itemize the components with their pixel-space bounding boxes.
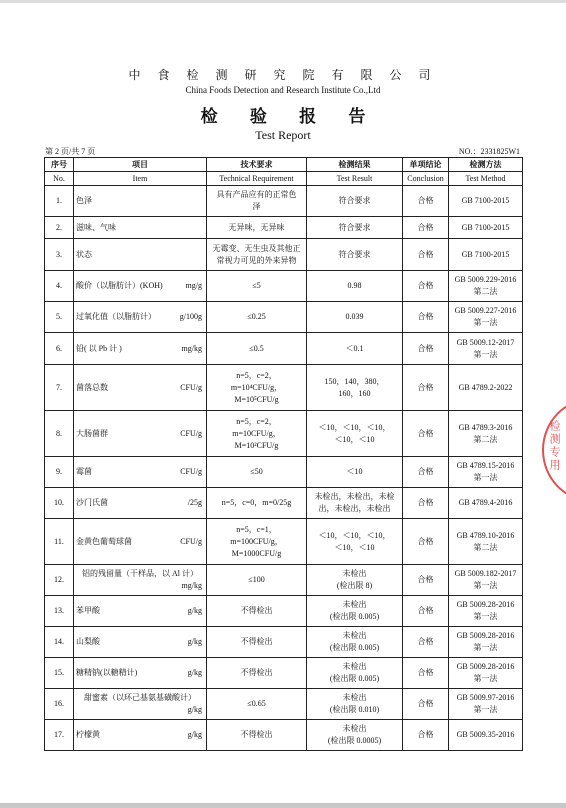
item-unit: g/kg: [187, 730, 202, 739]
item-name: 山梨酸: [76, 637, 100, 646]
org-name-en: China Foods Detection and Research Institute Co.,Ltd: [185, 85, 381, 95]
org-name-cn: 中 食 检 测 研 究 院 有 限 公 司: [128, 68, 438, 82]
cell-method: GB 5009.182-2017 第一法: [449, 565, 523, 596]
report-number: NO.：2331825W1: [458, 147, 520, 156]
item-unit: g/kg: [187, 606, 202, 615]
cell-item: [74, 488, 207, 519]
cell-no: 2.: [45, 217, 74, 239]
col-header-item-en: Item: [74, 172, 207, 186]
cell-requirement: n=5，c=1， m=100CFU/g， M=1000CFU/g: [207, 519, 307, 565]
table-row: [45, 271, 523, 302]
cell-requirement: ≤50: [207, 457, 307, 488]
cell-result: 150，140，380， 160，160: [307, 365, 403, 411]
cell-item: [74, 302, 207, 333]
cell-item: [74, 689, 207, 720]
page-bottom-edge: [0, 803, 566, 808]
col-header-requirement-cn: 技术要求: [207, 158, 307, 172]
cell-result: 未检出 (检出限 0.010): [307, 689, 403, 720]
cell-conclusion: 合格: [403, 302, 449, 333]
col-header-no-en: No.: [45, 172, 74, 186]
cell-method: GB 4789.4-2016: [449, 488, 523, 519]
item-name: 沙门氏菌: [76, 498, 108, 507]
cell-requirement: 不得检出: [207, 658, 307, 689]
item-name: 铅( 以 Pb 计 ): [76, 343, 122, 353]
cell-item: [74, 186, 207, 217]
table-row: [45, 457, 523, 488]
item-name: 糖精钠(以糖精计): [76, 668, 138, 677]
table-row: [45, 565, 523, 596]
table-row: [45, 217, 523, 239]
cell-no: 13.: [45, 596, 74, 627]
table-row: [45, 658, 523, 689]
cell-requirement: n=5，c=0，m=0/25g: [207, 488, 307, 519]
report-header: [0, 66, 566, 143]
col-header-conclusion-en: Conclusion: [403, 172, 449, 186]
header-row-en: [45, 172, 523, 186]
cell-item: [74, 239, 207, 271]
cell-method: GB 7100-2015: [449, 186, 523, 217]
cell-method: GB 5009.28-2016 第一法: [449, 596, 523, 627]
cell-conclusion: 合格: [403, 596, 449, 627]
cell-item: [74, 658, 207, 689]
item-unit: g/kg: [187, 705, 202, 714]
cell-item: [74, 271, 207, 302]
cell-no: 16.: [45, 689, 74, 720]
cell-method: GB 5009.97-2016 第一法: [449, 689, 523, 720]
item-name: 金黄色葡萄球菌: [76, 536, 132, 546]
cell-requirement: ≤0.65: [207, 689, 307, 720]
page-indicator: 第 2 页/共 7 页: [45, 147, 96, 156]
cell-conclusion: 合格: [403, 627, 449, 658]
header-row-cn: [45, 158, 523, 172]
table-row: [45, 488, 523, 519]
cell-item: [74, 565, 207, 596]
cell-method: GB 4789.3-2016 第二法: [449, 411, 523, 457]
cell-method: GB 4789.2-2022: [449, 365, 523, 411]
item-name: 状态: [76, 249, 92, 259]
cell-no: 17.: [45, 720, 74, 751]
cell-method: GB 7100-2015: [449, 217, 523, 239]
table-row: [45, 411, 523, 457]
cell-no: 10.: [45, 488, 74, 519]
table-row: [45, 627, 523, 658]
item-name: 甜蜜素（以环己基氨基磺酸计）: [84, 693, 196, 702]
cell-method: GB 5009.28-2016 第一法: [449, 658, 523, 689]
cell-item: [74, 457, 207, 488]
cell-requirement: 不得检出: [207, 720, 307, 751]
table-row: [45, 333, 523, 365]
cell-method: GB 4789.15-2016 第一法: [449, 457, 523, 488]
cell-item: [74, 217, 207, 239]
cell-no: 15.: [45, 658, 74, 689]
cell-conclusion: 合格: [403, 365, 449, 411]
cell-item: [74, 519, 207, 565]
table-row: [45, 596, 523, 627]
cell-result: 符合要求: [307, 186, 403, 217]
table-row: [45, 186, 523, 217]
cell-item: [74, 627, 207, 658]
col-header-method-cn: 检测方法: [449, 158, 523, 172]
table-row: [45, 720, 523, 751]
cell-requirement: ≤100: [207, 565, 307, 596]
cell-result: 未检出 (检出限 8): [307, 565, 403, 596]
cell-requirement: ≤5: [207, 271, 307, 302]
cell-no: 7.: [45, 365, 74, 411]
item-name: 大肠菌群: [76, 428, 108, 438]
cell-result: ＜0.1: [307, 333, 403, 365]
item-name: 霉菌: [76, 467, 92, 476]
item-unit: mg/kg: [181, 343, 202, 353]
seal-text: 检测专用: [548, 420, 560, 472]
col-header-result-en: Test Result: [307, 172, 403, 186]
cell-result: ＜10，＜10，＜10， ＜10，＜10: [307, 411, 403, 457]
cell-no: 9.: [45, 457, 74, 488]
item-unit: CFU/g: [180, 382, 202, 392]
item-name: 色泽: [76, 196, 92, 205]
cell-result: 未检出 (检出限 0.005): [307, 658, 403, 689]
item-unit: g/kg: [187, 637, 202, 646]
cell-method: GB 5009.12-2017 第一法: [449, 333, 523, 365]
item-unit: mg/g: [185, 281, 202, 290]
page-top-edge: [0, 0, 566, 3]
cell-requirement: 无异味，无异味: [207, 217, 307, 239]
cell-requirement: 具有产品应有的正常色 泽: [207, 186, 307, 217]
cell-method: GB 5009.35-2016: [449, 720, 523, 751]
cell-method: GB 5009.28-2016 第一法: [449, 627, 523, 658]
table-row: [45, 302, 523, 333]
table-row: [45, 519, 523, 565]
cell-result: 0.98: [307, 271, 403, 302]
cell-requirement: ≤0.25: [207, 302, 307, 333]
item-name: 酸价（以脂肪计）(KOH): [76, 281, 163, 290]
cell-conclusion: 合格: [403, 457, 449, 488]
cell-method: GB 5009.229-2016 第二法: [449, 271, 523, 302]
cell-result: 未检出，未检出，未检 出，未检出，未检出: [307, 488, 403, 519]
cell-result: 未检出 (检出限 0.005): [307, 596, 403, 627]
cell-requirement: 不得检出: [207, 596, 307, 627]
test-results-table: [44, 157, 523, 751]
cell-conclusion: 合格: [403, 186, 449, 217]
col-header-result-cn: 检测结果: [307, 158, 403, 172]
cell-method: GB 7100-2015: [449, 239, 523, 271]
cell-requirement: 无霉变、无生虫及其他正 常视力可见的外来异物: [207, 239, 307, 271]
cell-result: 0.039: [307, 302, 403, 333]
cell-no: 4.: [45, 271, 74, 302]
cell-method: GB 5009.227-2016 第一法: [449, 302, 523, 333]
item-name: 铝的残留量（干样品，以 Al 计）: [82, 569, 198, 578]
item-name: 滋味、气味: [76, 222, 116, 232]
item-name: 苯甲酸: [76, 606, 100, 615]
col-header-method-en: Test Method: [449, 172, 523, 186]
report-title-en: Test Report: [255, 128, 311, 142]
item-unit: CFU/g: [180, 467, 202, 476]
item-unit: CFU/g: [180, 536, 202, 546]
cell-item: [74, 333, 207, 365]
cell-requirement: ≤0.5: [207, 333, 307, 365]
cell-conclusion: 合格: [403, 565, 449, 596]
cell-conclusion: 合格: [403, 239, 449, 271]
table-row: [45, 365, 523, 411]
cell-conclusion: 合格: [403, 658, 449, 689]
cell-item: [74, 411, 207, 457]
cell-no: 1.: [45, 186, 74, 217]
cell-no: 12.: [45, 565, 74, 596]
table-body: [45, 186, 523, 751]
cell-conclusion: 合格: [403, 411, 449, 457]
item-unit: mg/kg: [181, 581, 202, 590]
item-unit: g/100g: [179, 312, 202, 321]
cell-no: 6.: [45, 333, 74, 365]
inspection-seal-stamp: [540, 398, 566, 498]
cell-item: [74, 596, 207, 627]
col-header-requirement-en: Technical Requirement: [207, 172, 307, 186]
cell-no: 5.: [45, 302, 74, 333]
cell-no: 14.: [45, 627, 74, 658]
report-title-cn: 检 验 报 告: [200, 107, 380, 126]
cell-no: 11.: [45, 519, 74, 565]
cell-item: [74, 365, 207, 411]
cell-requirement: 不得检出: [207, 627, 307, 658]
cell-conclusion: 合格: [403, 689, 449, 720]
cell-conclusion: 合格: [403, 333, 449, 365]
table-row: [45, 689, 523, 720]
item-unit: CFU/g: [180, 428, 202, 438]
cell-conclusion: 合格: [403, 488, 449, 519]
cell-conclusion: 合格: [403, 519, 449, 565]
cell-method: GB 4789.10-2016 第二法: [449, 519, 523, 565]
col-header-item-cn: 项目: [74, 158, 207, 172]
cell-conclusion: 合格: [403, 217, 449, 239]
cell-result: 未检出 (检出限 0.0005): [307, 720, 403, 751]
cell-no: 3.: [45, 239, 74, 271]
cell-result: 符合要求: [307, 217, 403, 239]
cell-conclusion: 合格: [403, 720, 449, 751]
cell-result: ＜10: [307, 457, 403, 488]
cell-item: [74, 720, 207, 751]
cell-requirement: n=5，c=2， m=10⁴CFU/g， M=10⁵CFU/g: [207, 365, 307, 411]
item-name: 过氧化值（以脂肪计）: [76, 312, 156, 321]
cell-requirement: n=5，c=2， m=10CFU/g， M=10²CFU/g: [207, 411, 307, 457]
cell-result: ＜10，＜10，＜10， ＜10，＜10: [307, 519, 403, 565]
cell-result: 符合要求: [307, 239, 403, 271]
item-name: 柠檬黄: [76, 730, 100, 739]
cell-no: 8.: [45, 411, 74, 457]
item-name: 菌落总数: [76, 382, 108, 392]
col-header-conclusion-cn: 单项结论: [403, 158, 449, 172]
col-header-no-cn: 序号: [45, 158, 74, 172]
item-unit: /25g: [187, 498, 202, 507]
item-unit: g/kg: [187, 668, 202, 677]
cell-result: 未检出 (检出限 0.005): [307, 627, 403, 658]
table-row: [45, 239, 523, 271]
cell-conclusion: 合格: [403, 271, 449, 302]
